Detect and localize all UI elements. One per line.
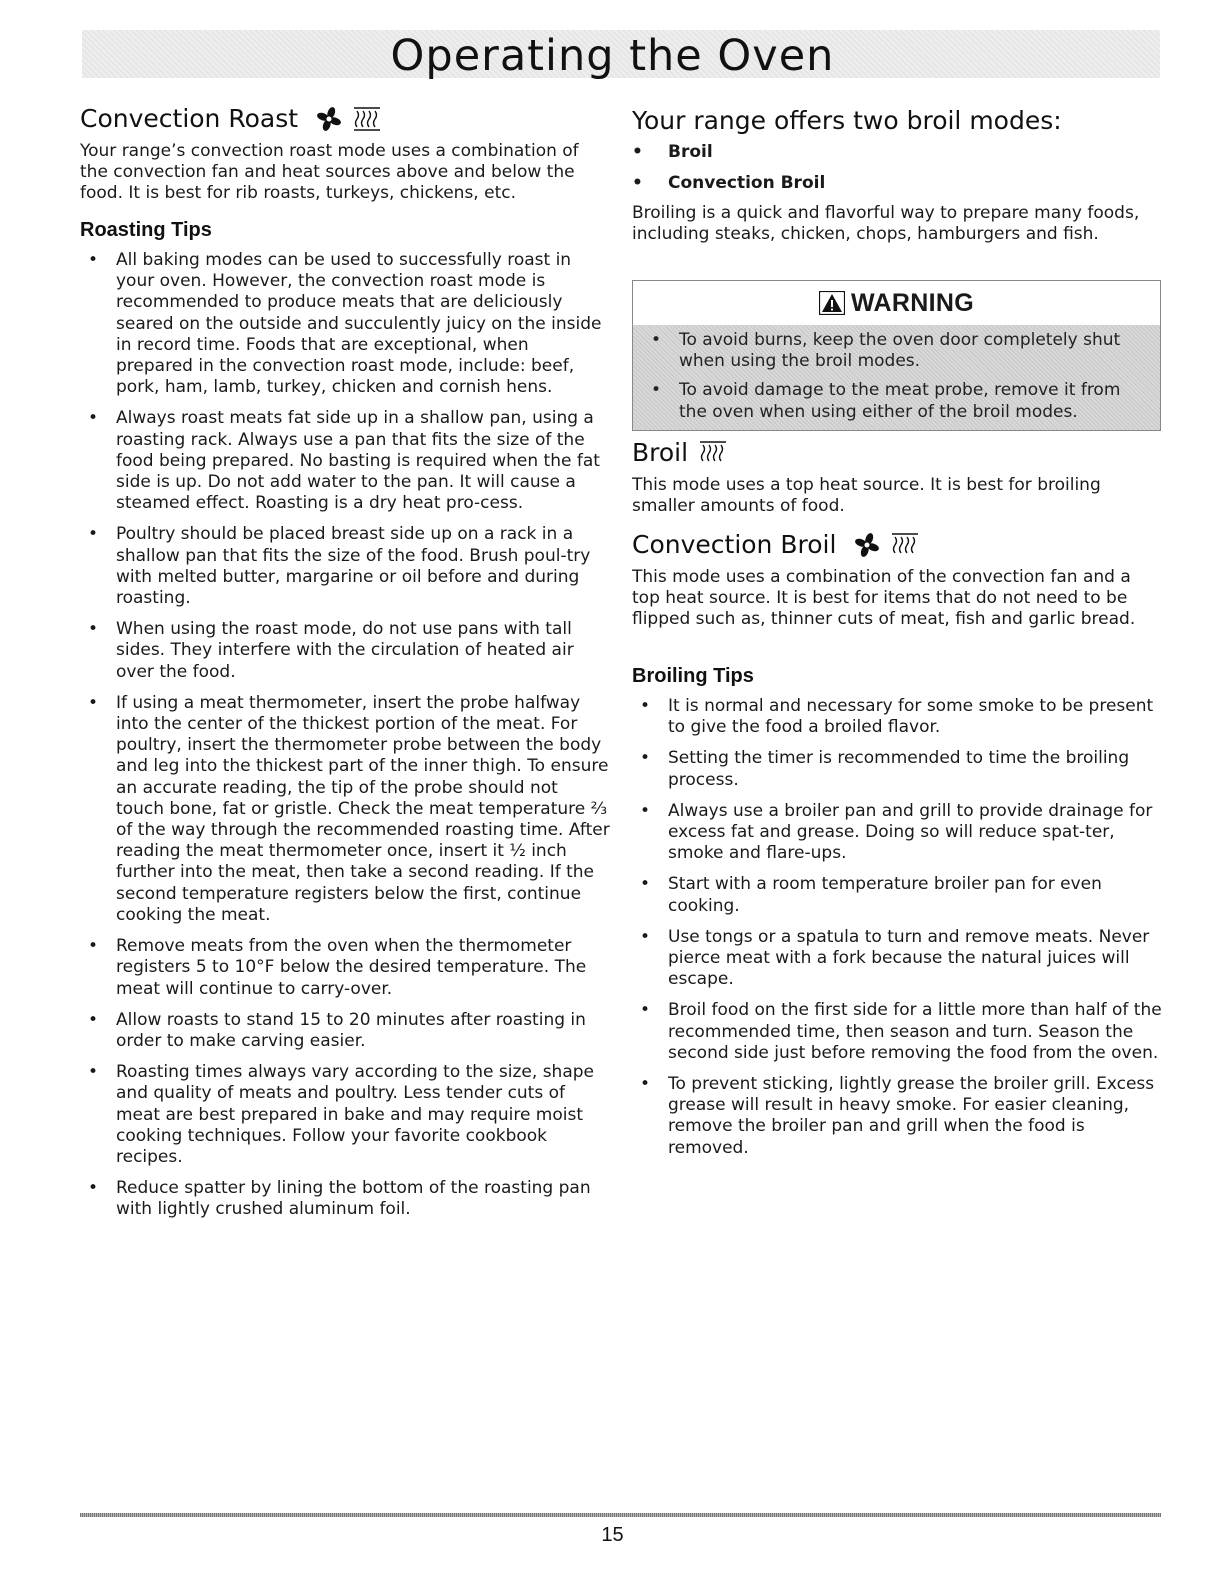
- broiling-tips-list: [632, 696, 1162, 1159]
- broil-title: Broil: [632, 438, 689, 467]
- broiling-tips-heading: Broiling Tips: [632, 665, 754, 687]
- list-item: • Poultry should be placed breast side up on a rack in a shallow pan that fits the size of the food. Brush poul-try with melted butter, margarine or oil before and during roasting.: [88, 524, 591, 609]
- broil-heat-icon: [698, 440, 728, 466]
- list-item: • Use tongs or a spatula to turn and remove meats. Never pierce meat with a fork because the natural juices will escape.: [640, 926, 1150, 990]
- warning-item: • To avoid burns, keep the oven door completely shut when using the broil modes.: [651, 330, 1121, 372]
- list-item: • All baking modes can be used to successfully roast in your oven. However, the convection roast mode is recommended to produce meats that are deliciously seared on the outside and succulently juicy on the inside in record time. Foods that are exceptional, when prepared in the convection roast mode, include: beef, pork, ham, lamb, turkey, chicken and cornish hens.: [88, 250, 602, 398]
- warning-header: [633, 281, 1160, 325]
- list-item: • If using a meat thermometer, insert the probe halfway into the center of the thickest portion of the meat. For poultry, insert the thermometer probe between the body and leg into the thickest part of the inner thigh. To ensure an accurate reading, the tip of the probe should not touch bone, fat or gristle. Check the meat temperature ⅔ of the way through the recommended roasting time. After reading the meat thermometer once, insert it ½ inch further into the meat, then take a second reading. If the second temperature registers below the first, continue cooking the meat.: [88, 692, 610, 925]
- list-item: • Roasting times always vary according to the size, shape and quality of meats and poultry. Less tender cuts of meat are best prepared in bake and may require moist cooking techniques. Follow your favorite cookbook recipes.: [88, 1062, 594, 1167]
- list-item: • Always use a broiler pan and grill to provide drainage for excess fat and grease. Doing so will reduce spat-ter, smoke and flare-ups.: [640, 800, 1153, 864]
- list-item: • Allow roasts to stand 15 to 20 minutes after roasting in order to make carving easier.: [88, 1009, 586, 1051]
- convection-roast-intro: Your range’s convection roast mode uses a combination of the convection fan and heat sources above and below the food. It is best for rib roasts, turkeys, chickens, etc.: [80, 141, 579, 204]
- broil-text: This mode uses a top heat source. It is best for broiling smaller amounts of food.: [632, 475, 1101, 517]
- broil-modes-list: [632, 142, 1162, 194]
- broil-heading: [632, 438, 728, 468]
- convection-roast-heading: [80, 104, 610, 134]
- fan-icon: [854, 532, 880, 558]
- convection-roast-title: Convection Roast: [80, 104, 299, 133]
- list-item: • It is normal and necessary for some smoke to be present to give the food a broiled flavor.: [640, 696, 1154, 738]
- warning-list: [643, 330, 1150, 423]
- list-item: • Convection Broil: [632, 173, 826, 193]
- convection-broil-text: This mode uses a combination of the convection fan and a top heat source. It is best for items that do not need to be flipped such as, thinner cuts of meat, fish and garlic bread.: [632, 567, 1136, 630]
- broil-heat-icon: [890, 532, 920, 558]
- broil-modes-heading: Your range offers two broil modes:: [632, 106, 1062, 135]
- roasting-tips-heading: Roasting Tips: [80, 219, 212, 241]
- list-item: • To prevent sticking, lightly grease the broiler grill. Excess grease will result in heavy smoke. For easier cleaning, remove the broiler pan and grill when the food is removed.: [640, 1074, 1155, 1158]
- warning-title: WARNING: [851, 288, 974, 317]
- list-item: • Broil food on the first side for a little more than half of the recommended time, then season and turn. Season the second side just before removing the food from the oven.: [640, 1000, 1162, 1063]
- footer-rule: [80, 1513, 1161, 1517]
- list-item: • Setting the timer is recommended to time the broiling process.: [640, 748, 1130, 790]
- page-number: 15: [601, 1524, 624, 1546]
- convection-broil-title: Convection Broil: [632, 530, 837, 559]
- list-item: • Always roast meats fat side up in a shallow pan, using a roasting rack. Always use a pan that fits the size of the food being prepared. No basting is required when the fat side is up. Do not add water to the pan. It will cause a steamed effect. Roasting is a dry heat pro-cess.: [88, 408, 600, 514]
- fan-icon: [316, 106, 342, 132]
- bake-heat-icon: [352, 106, 382, 132]
- roasting-tips-list: [80, 250, 610, 1221]
- warning-triangle-icon: [819, 291, 845, 315]
- list-item: • Reduce spatter by lining the bottom of the roasting pan with lightly crushed aluminum foil.: [88, 1178, 591, 1220]
- warning-item: • To avoid damage to the meat probe, remove it from the oven when using either of the broil modes.: [651, 380, 1121, 422]
- page-title: Operating the Oven: [390, 31, 835, 81]
- list-item: • When using the roast mode, do not use pans with tall sides. They interfere with the circulation of heated air over the food.: [88, 619, 574, 682]
- warning-body: [633, 325, 1160, 430]
- list-item: • Start with a room temperature broiler pan for even cooking.: [640, 874, 1102, 916]
- list-item: • Remove meats from the oven when the thermometer registers 5 to 10°F below the desired temperature. The meat will continue to carry-over.: [88, 936, 587, 999]
- convection-broil-heading: [632, 530, 920, 560]
- list-item: • Broil: [632, 142, 713, 162]
- warning-box: [632, 280, 1161, 431]
- broil-modes-intro: Broiling is a quick and flavorful way to prepare many foods, including steaks, chicken, chops, hamburgers and fish.: [632, 203, 1140, 245]
